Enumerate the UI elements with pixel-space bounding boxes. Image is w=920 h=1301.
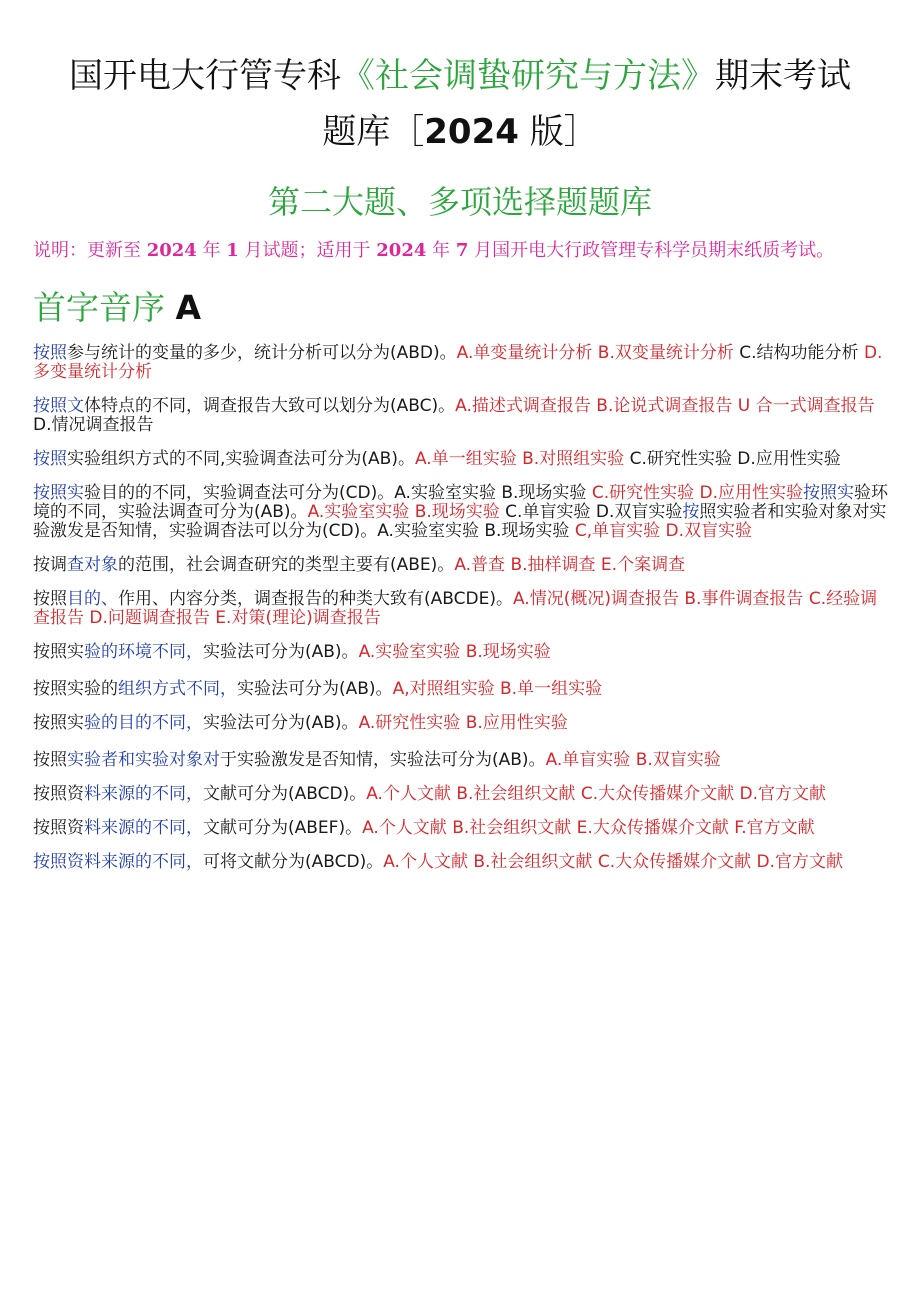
question-item: 按照参与统计的变量的多少，统计分析可以分为(ABD)。A.单变量统计分析 B.双变量统计分析 C.结构功能分析 D.多变量统计分析 [33, 343, 883, 382]
question-item: 按照资料来源的不同，可将文献分为(ABCD)。A.个人文献 B.社会组织文献 C.大众传播媒介文献 D.官方文献 [33, 852, 843, 872]
title-text: 期末考试 [715, 56, 851, 96]
question-item: 按照实验组织方式的不同,实验调查法可分为(AB)。A.单一组实验 B.对照组实验 C.研究性实验 D.应用性实验 [33, 449, 841, 469]
question-item: 按照实验目的的不同，实验调查法可分为(CD)。A.实验室实验 B.现场实验 C.研究性实验 D.应用性实验按照实验环境的不同，实验法调查可分为(AB)。A.实验室实验 B.现场实验 C.单盲实验 D.双盲实验按照实验者和实验对象对实验激发是否知情，实验调杳法可以分为(CD)。A.实验室实验 B.现场实验 C,单盲实验 D.双盲实验 [33, 483, 889, 541]
question-item: 按照文体特点的不同，调查报告大致可以划分为(ABC)。A.描述式调查报告 B.论说式调查报告 U 合一式调查报告 D.情况调查报告 [33, 396, 875, 435]
document-title-line-2 [0, 110, 920, 154]
question-item: 按照实验的组织方式不同，实验法可分为(AB)。A,对照组实验 B.单一组实验 [33, 679, 603, 699]
update-note: 说明：更新至 2024 年 1 月试题；适用于 2024 年 7 月国开电大行政管理专科学员期末纸质考试。 [33, 240, 835, 261]
title-text: 版］ [518, 112, 598, 152]
question-item: 按照资料来源的不同，文献可分为(ABCD)。A.个人文献 B.社会组织文献 C.大众传播媒介文献 D.官方文献 [33, 784, 826, 804]
index-letter: A [175, 288, 202, 327]
question-item: 按调查对象的范围，社会调查研究的类型主要有(ABE)。A.普查 B.抽样调查 E.个案调查 [33, 555, 686, 575]
title-text: 题库［ [322, 112, 425, 152]
title-course-name: 《社会调蛰研究与方法》 [341, 56, 715, 96]
document-title-line-1 [0, 54, 920, 98]
question-item: 按照实验者和实验对象对于实验激发是否知情，实验法可分为(AB)。A.单盲实验 B.双盲实验 [33, 750, 721, 770]
question-list [33, 344, 889, 887]
index-subheading: 首字音序 A [33, 288, 202, 327]
question-item: 按照资料来源的不同，文献可分为(ABEF)。A.个人文献 B.社会组织文献 E.大众传播媒介文献 F.官方文献 [33, 818, 815, 838]
question-item: 按照实验的目的不同，实验法可分为(AB)。A.研究性实验 B.应用性实验 [33, 713, 568, 733]
title-text: 国开电大行管专科 [69, 56, 341, 96]
title-year: 2024 [424, 112, 519, 152]
section-title: 第二大题、多项选择题题库 [267, 183, 652, 221]
question-item: 按照目的、作用、内容分类，调查报告的种类大致有(ABCDE)。A.情况(概况)调查报告 B.事件调查报告 C.经验调查报告 D.问题调查报告 E.对策(理论)调查报告 [33, 589, 878, 628]
question-item: 按照实验的环境不同，实验法可分为(AB)。A.实验室实验 B.现场实验 [33, 642, 551, 662]
